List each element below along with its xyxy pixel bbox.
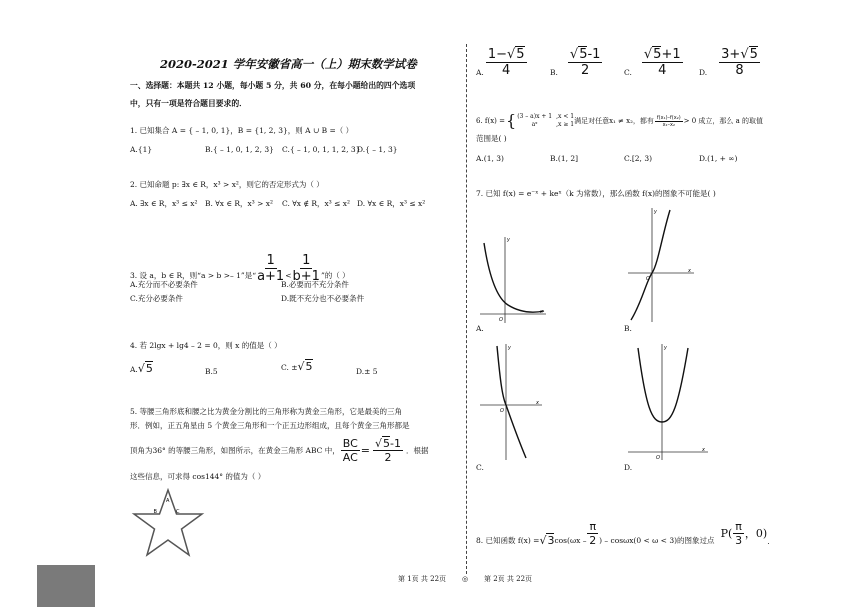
q6-option-d: D.(1, + ∞) bbox=[699, 154, 738, 163]
graph-b-y-label: y bbox=[654, 209, 657, 215]
q8-point-three: 3 bbox=[735, 534, 743, 547]
q5-d-radicand: 5 bbox=[749, 47, 758, 62]
q8-pi-half bbox=[587, 520, 598, 547]
graph-b-curve bbox=[631, 210, 670, 320]
q8-radical: √3 bbox=[539, 534, 555, 547]
graph-c-origin: O bbox=[500, 408, 504, 414]
q4-option-c bbox=[281, 360, 313, 373]
pentagram-label-b: B bbox=[153, 509, 157, 515]
q3-frac2-den: b+1 bbox=[292, 269, 320, 284]
q5-c-den: 4 bbox=[658, 63, 667, 78]
q5-option-b bbox=[550, 47, 602, 78]
q5-c-label: C. bbox=[624, 68, 632, 77]
q3-less-than: < bbox=[285, 271, 292, 280]
q1-option-a: A.{1} bbox=[130, 145, 153, 154]
q6-stem-mid: 满足对任意x₁ ≠ x₂，都有 bbox=[574, 116, 654, 125]
q4-stem: 4. 若 2lgx + lg4 – 2 = 0，则 x 的值是（ ） bbox=[130, 341, 282, 350]
q5-equals: = bbox=[360, 444, 371, 457]
graph-d-y-label: y bbox=[664, 345, 667, 351]
q3-option-a: A.充分而不必要条件 bbox=[130, 280, 198, 289]
q6-cond-den: x₁–x₂ bbox=[662, 121, 675, 128]
q8-radicand: 3 bbox=[547, 534, 555, 547]
q7-graph-c bbox=[480, 342, 542, 460]
q7-option-d: D. bbox=[624, 463, 633, 472]
q4-c-label: C. ± bbox=[281, 363, 298, 372]
q3-option-c: C.充分必要条件 bbox=[130, 294, 183, 303]
q3-frac1-num: 1 bbox=[266, 253, 275, 268]
q4-a-label: A. bbox=[130, 365, 138, 374]
q6-stem bbox=[476, 113, 763, 129]
q5-c-num-post: +1 bbox=[661, 47, 681, 62]
pentagram-figure bbox=[130, 488, 206, 564]
q7-option-a: A. bbox=[476, 324, 484, 333]
q6-brace: { bbox=[506, 111, 517, 130]
q5-line3 bbox=[130, 437, 429, 464]
q5-golden-fraction bbox=[373, 437, 403, 464]
graph-d-origin: O bbox=[656, 455, 660, 460]
graph-c-curve bbox=[497, 346, 526, 458]
q1-stem: 1. 已知集合 A = { – 1, 0, 1}，B = {1, 2, 3}，则 A ∪ B =（ ） bbox=[130, 126, 354, 135]
q5-a-fraction bbox=[486, 47, 527, 78]
q4-option-d: D.± 5 bbox=[356, 367, 378, 376]
q7-option-c: C. bbox=[476, 463, 484, 472]
q8-point-pi: π bbox=[735, 520, 742, 533]
q7-graph-a bbox=[478, 233, 550, 323]
q6-case2-cond: ,x ≥ 1 bbox=[556, 121, 575, 128]
footer-page-left: 第 1页 共 22页 bbox=[398, 575, 447, 583]
q1-option-c: C.{ – 1, 0, 1, 1, 2, 3} bbox=[282, 145, 361, 154]
q8-dot: . bbox=[767, 537, 770, 546]
q3-frac1-den: a+1 bbox=[257, 269, 285, 284]
q5-option-c bbox=[624, 47, 683, 78]
footer-separator: ◎ bbox=[462, 575, 469, 583]
graph-d-curve bbox=[638, 348, 688, 422]
q5-d-den: 8 bbox=[735, 63, 744, 78]
page-title: 2020-2021 学年安徽省高一（上）期末数学试卷 bbox=[160, 57, 417, 71]
q5-c-radicand: 5 bbox=[653, 47, 662, 62]
q4-option-a bbox=[130, 362, 153, 375]
q3-stem-start: 3. 设 a，b ∈ R，则“a > b >– 1”是“ bbox=[130, 271, 257, 280]
q5-golden-minus: -1 bbox=[390, 437, 401, 450]
q6-case2-expr: aˣ bbox=[531, 121, 538, 128]
q5-d-num-pre: 3+ bbox=[721, 47, 741, 62]
q8-point bbox=[721, 520, 768, 547]
graph-b-origin: O bbox=[646, 276, 650, 282]
column-divider bbox=[466, 44, 467, 574]
q5-a-num: 1−√5 bbox=[487, 47, 525, 62]
q5-line3-end: ．根据 bbox=[406, 446, 429, 455]
graph-a-x-label: x bbox=[540, 309, 543, 315]
q6-line2: 范围是( ) bbox=[476, 134, 507, 143]
graph-c-x-label: x bbox=[536, 400, 539, 406]
q5-a-radicand: 5 bbox=[516, 47, 525, 62]
graph-a-y-label: y bbox=[507, 237, 510, 243]
q7-graph-b bbox=[628, 206, 694, 322]
q6-option-b: B.(1, 2] bbox=[550, 154, 579, 163]
q5-a-num-pre: 1− bbox=[487, 47, 507, 62]
q4-a-radicand: 5 bbox=[145, 362, 153, 375]
q5-a-label: A. bbox=[476, 68, 484, 77]
q8-stem bbox=[476, 520, 770, 547]
q5-d-label: D. bbox=[699, 68, 708, 77]
q6-case1-expr: (3 – a)x + 1 bbox=[517, 113, 553, 120]
gray-block bbox=[37, 565, 95, 607]
q6-condition-fraction bbox=[655, 115, 683, 128]
q8-stem-mid: ) – cosωx(0 < ω < 3)的图象过点 bbox=[599, 536, 715, 545]
q5-golden-radicand: 5 bbox=[383, 437, 391, 450]
q2-option-a: A. ∃x ∈ R，x³ ≤ x² bbox=[130, 199, 198, 208]
q5-frac-num: BC bbox=[342, 437, 358, 450]
q5-frac-den: AC bbox=[342, 451, 358, 464]
q5-option-d bbox=[699, 47, 760, 78]
q5-d-num: 3+√5 bbox=[721, 47, 758, 62]
q8-pi-third bbox=[733, 520, 744, 547]
q2-option-b: B. ∀x ∈ R，x³ > x² bbox=[205, 199, 274, 208]
q5-a-den: 4 bbox=[502, 63, 511, 78]
q5-b-label: B. bbox=[550, 68, 558, 77]
q8-stem-start: 8. 已知函数 f(x) = bbox=[476, 536, 540, 545]
q6-stem-end: > 0 成立，那么 a 的取值 bbox=[683, 116, 764, 125]
q5-golden-num: √5-1 bbox=[375, 437, 401, 450]
q6-stem-start: 6. f(x) = bbox=[476, 116, 505, 125]
q5-line2: 形．例如，正五角星由 5 个黄金三角形和一个正五边形组成，且每个黄金三角形都是 bbox=[130, 421, 410, 430]
section-heading-line1: 一、选择题：本题共 12 小题，每小题 5 分，共 60 分，在每小题给出的四个选项 bbox=[130, 81, 416, 90]
q2-stem: 2. 已知命题 p: ∃x ∈ R，x³ > x²，则它的否定形式为（ ） bbox=[130, 180, 324, 189]
q4-c-radical: √5 bbox=[297, 360, 313, 373]
q5-b-num-post: -1 bbox=[587, 47, 601, 62]
q5-c-fraction bbox=[642, 47, 683, 78]
pentagram-label-c: C bbox=[176, 509, 180, 515]
q5-b-den: 2 bbox=[581, 63, 590, 78]
q6-case1-cond: ,x < 1 bbox=[556, 113, 575, 120]
q1-option-b: B.{ – 1, 0, 1, 2, 3} bbox=[205, 145, 274, 154]
q5-ratio-fraction bbox=[341, 437, 360, 464]
q4-option-b: B.5 bbox=[205, 367, 218, 376]
graph-d-x-label: x bbox=[702, 447, 705, 453]
footer-page-right: 第 2页 共 22页 bbox=[484, 575, 533, 583]
graph-a-curve bbox=[484, 243, 544, 312]
graph-a-origin: O bbox=[499, 317, 503, 323]
q5-b-radicand: 5 bbox=[579, 47, 588, 62]
q8-two: 2 bbox=[589, 534, 597, 547]
q5-line4: 这些信息，可求得 cos144° 的值为（ ） bbox=[130, 472, 266, 481]
q4-c-radicand: 5 bbox=[305, 360, 313, 373]
q8-point-end: ，0) bbox=[744, 527, 768, 540]
q6-option-c: C.[2, 3) bbox=[624, 154, 653, 163]
q2-option-d: D. ∀x ∈ R，x³ ≤ x² bbox=[357, 199, 426, 208]
q3-stem bbox=[130, 253, 350, 284]
q7-graph-d bbox=[628, 342, 708, 460]
q1-option-d: D.{ – 1, 3} bbox=[357, 145, 398, 154]
q5-line3-start: 顶角为36° 的等腰三角形，如图所示，在黄金三角形 ABC 中， bbox=[130, 446, 340, 455]
q8-cos-part: cos(ωx – bbox=[554, 536, 587, 545]
graph-b-x-label: x bbox=[688, 268, 691, 274]
q6-cond-num: f(x₁)–f(x₂) bbox=[656, 114, 681, 121]
pentagram-label-a: A bbox=[166, 498, 170, 504]
q7-stem: 7. 已知 f(x) = e⁻ˣ + keˣ（k 为常数），那么函数 f(x)的图象不可能是( ) bbox=[476, 189, 716, 198]
q5-golden-den: 2 bbox=[384, 451, 392, 464]
q5-option-a bbox=[476, 47, 527, 78]
q8-pi: π bbox=[589, 520, 597, 533]
q3-option-b: B.必要而不充分条件 bbox=[281, 280, 349, 289]
q3-option-d: D.既不充分也不必要条件 bbox=[281, 294, 365, 303]
section-heading-line2: 中，只有一项是符合题目要求的． bbox=[130, 99, 247, 108]
q5-line1: 5. 等腰三角形底和腰之比为黄金分割比的三角形称为黄金三角形，它是最美的三角 bbox=[130, 407, 403, 416]
q5-d-fraction bbox=[719, 47, 760, 78]
q5-c-num: √5+1 bbox=[643, 47, 681, 62]
q5-b-num: √5-1 bbox=[569, 47, 601, 62]
q7-option-b: B. bbox=[624, 324, 632, 333]
q4-a-radical: √5 bbox=[137, 362, 153, 375]
q8-point-label: P( bbox=[720, 527, 733, 540]
q3-stem-end: ”的（ ） bbox=[320, 271, 350, 280]
q3-frac2-num: 1 bbox=[302, 253, 311, 268]
graph-c-y-label: y bbox=[508, 345, 511, 351]
q2-option-c: C. ∀x ∉ R，x³ ≤ x² bbox=[282, 199, 350, 208]
q6-piecewise bbox=[517, 113, 574, 129]
q5-b-fraction bbox=[568, 47, 603, 78]
q6-option-a: A.(1, 3) bbox=[476, 154, 504, 163]
